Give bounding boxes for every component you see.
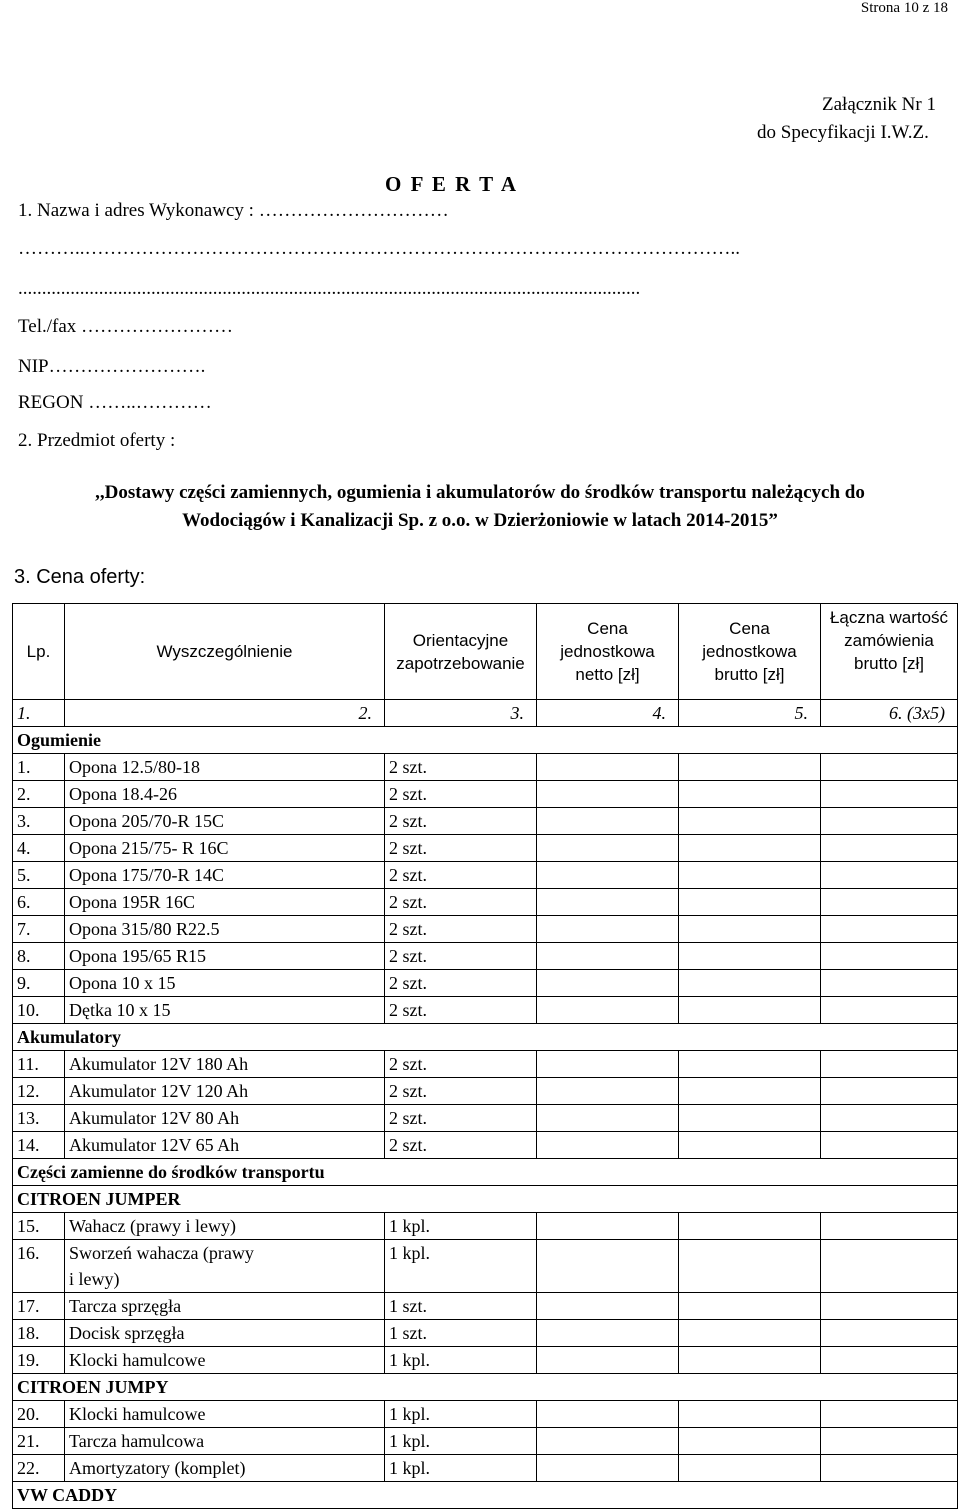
column-number: 2. [65,700,385,727]
table-row [13,943,958,970]
row-lp: 3. [13,808,65,835]
table-row [13,754,958,781]
row-net-price[interactable] [537,1132,679,1159]
row-item: Sworzeń wahacza (prawy i lewy) [65,1240,385,1293]
row-quantity: 2 szt. [385,1132,537,1159]
row-quantity: 2 szt. [385,916,537,943]
row-lp: 13. [13,1105,65,1132]
table-row [13,1051,958,1078]
table-row [13,1401,958,1428]
offer-table [12,603,958,1509]
row-lp: 11. [13,1051,65,1078]
row-item: Opona 18.4-26 [65,781,385,808]
row-item: Klocki hamulcowe [65,1401,385,1428]
row-item: Opona 195/65 R15 [65,943,385,970]
row-lp: 15. [13,1213,65,1240]
row-total-value[interactable] [821,754,958,781]
category-label: Akumulatory [13,1024,958,1051]
column-number: 4. [537,700,679,727]
table-row [13,781,958,808]
row-net-price[interactable] [537,1293,679,1320]
row-net-price[interactable] [537,997,679,1024]
category-row [13,727,958,754]
row-lp: 8. [13,943,65,970]
header-total-value: Łączna wartość zamówienia brutto [zł] [821,604,958,700]
column-number: 5. [679,700,821,727]
price-section-heading: 3. Cena oferty: [14,566,146,588]
table-row [13,997,958,1024]
row-lp: 21. [13,1428,65,1455]
row-net-price[interactable] [537,1051,679,1078]
row-total-value[interactable] [821,889,958,916]
row-gross-price[interactable] [679,916,821,943]
table-row [13,1455,958,1482]
row-item: Dętka 10 x 15 [65,997,385,1024]
column-numbers-row [13,700,958,727]
row-lp: 22. [13,1455,65,1482]
table-row [13,808,958,835]
row-item: Akumulator 12V 65 Ah [65,1132,385,1159]
row-quantity: 1 kpl. [385,1455,537,1482]
row-lp: 1. [13,754,65,781]
row-gross-price[interactable] [679,862,821,889]
row-item: Akumulator 12V 180 Ah [65,1051,385,1078]
row-gross-price[interactable] [679,1401,821,1428]
regon-label: REGON [18,392,89,413]
category-label: VW CADDY [13,1482,958,1509]
row-net-price[interactable] [537,835,679,862]
row-item: Akumulator 12V 80 Ah [65,1105,385,1132]
row-net-price[interactable] [537,781,679,808]
row-total-value[interactable] [821,1078,958,1105]
table-header-row [13,604,958,700]
row-lp: 20. [13,1401,65,1428]
row-total-value[interactable] [821,835,958,862]
column-number: 6. (3x5) [821,700,958,727]
subcategory-label: CITROEN JUMPER [13,1186,958,1213]
row-gross-price[interactable] [679,970,821,997]
row-gross-price[interactable] [679,1320,821,1347]
row-quantity: 1 kpl. [385,1240,537,1293]
row-item: Opona 10 x 15 [65,970,385,997]
row-quantity: 1 kpl. [385,1428,537,1455]
category-label: Ogumienie [13,727,958,754]
table-row [13,835,958,862]
row-item: Opona 12.5/80-18 [65,754,385,781]
annex-line-2: do Specyfikacji I.W.Z. [757,122,929,143]
contractor-dots: ………………………… [258,200,449,221]
row-net-price[interactable] [537,889,679,916]
category-row [13,1024,958,1051]
row-quantity: 1 szt. [385,1320,537,1347]
row-quantity: 2 szt. [385,997,537,1024]
subject-line-1: ,,Dostawy części zamiennych, ogumienia i akumulatorów do środków transportu należących do [95,482,865,503]
category-row [13,1482,958,1509]
nip-label: NIP [18,356,49,377]
contractor-dots-line-2: ………..………………………………………………………………………………………….. [18,238,740,259]
row-item: Amortyzatory (komplet) [65,1455,385,1482]
contractor-line [18,200,449,222]
row-gross-price[interactable] [679,943,821,970]
row-lp: 12. [13,1078,65,1105]
row-gross-price[interactable] [679,889,821,916]
row-lp: 16. [13,1240,65,1293]
tel-label: Tel./fax [18,316,82,337]
row-total-value[interactable] [821,1105,958,1132]
offer-title: O F E R T A [385,172,519,196]
table-row [13,970,958,997]
row-quantity: 2 szt. [385,1078,537,1105]
row-net-price[interactable] [537,1078,679,1105]
row-net-price[interactable] [537,970,679,997]
header-item: Wyszczególnienie [65,604,385,700]
table-row [13,1320,958,1347]
row-gross-price[interactable] [679,1240,821,1293]
subcategory-row [13,1186,958,1213]
row-item: Opona 195R 16C [65,889,385,916]
table-row [13,1078,958,1105]
row-item: Opona 215/75- R 16C [65,835,385,862]
row-net-price[interactable] [537,1240,679,1293]
table-row [13,1213,958,1240]
row-net-price[interactable] [537,916,679,943]
row-quantity: 1 kpl. [385,1213,537,1240]
subject-label: 2. Przedmiot oferty : [18,430,176,451]
row-net-price[interactable] [537,1428,679,1455]
row-lp: 19. [13,1347,65,1374]
table-row [13,1240,958,1293]
row-quantity: 2 szt. [385,1051,537,1078]
row-total-value[interactable] [821,1213,958,1240]
row-total-value[interactable] [821,1320,958,1347]
row-gross-price[interactable] [679,1347,821,1374]
row-total-value[interactable] [821,1293,958,1320]
category-row [13,1159,958,1186]
row-lp: 5. [13,862,65,889]
row-quantity: 2 szt. [385,970,537,997]
row-gross-price[interactable] [679,835,821,862]
regon-dots: ……..………… [88,392,212,413]
row-quantity: 2 szt. [385,781,537,808]
row-lp: 4. [13,835,65,862]
row-lp: 7. [13,916,65,943]
row-item: Klocki hamulcowe [65,1347,385,1374]
row-quantity: 1 kpl. [385,1401,537,1428]
row-total-value[interactable] [821,1455,958,1482]
row-net-price[interactable] [537,1320,679,1347]
row-total-value[interactable] [821,862,958,889]
row-gross-price[interactable] [679,1293,821,1320]
row-total-value[interactable] [821,1347,958,1374]
column-number: 1. [13,700,65,727]
table-row [13,889,958,916]
row-lp: 17. [13,1293,65,1320]
table-row [13,1293,958,1320]
row-net-price[interactable] [537,808,679,835]
row-gross-price[interactable] [679,1213,821,1240]
row-net-price[interactable] [537,754,679,781]
row-item: Opona 315/80 R22.5 [65,916,385,943]
header-gross-price: Cena jednostkowa brutto [zł] [679,604,821,700]
row-gross-price[interactable] [679,1105,821,1132]
row-net-price[interactable] [537,1347,679,1374]
category-label: Części zamienne do środków transportu [13,1159,958,1186]
row-total-value[interactable] [821,808,958,835]
row-net-price[interactable] [537,862,679,889]
row-gross-price[interactable] [679,997,821,1024]
table-row [13,1132,958,1159]
row-gross-price[interactable] [679,1132,821,1159]
row-quantity: 2 szt. [385,862,537,889]
row-lp: 9. [13,970,65,997]
row-total-value[interactable] [821,1132,958,1159]
table-body [13,700,958,1509]
row-item: Wahacz (prawy i lewy) [65,1213,385,1240]
row-net-price[interactable] [537,1213,679,1240]
row-quantity: 1 szt. [385,1293,537,1320]
row-total-value[interactable] [821,997,958,1024]
row-gross-price[interactable] [679,754,821,781]
tel-dots: …………………… [81,316,234,337]
contractor-label: 1. Nazwa i adres Wykonawcy : [18,200,259,221]
row-total-value[interactable] [821,943,958,970]
row-item: Tarcza sprzęgła [65,1293,385,1320]
table-row [13,916,958,943]
table-row [13,1428,958,1455]
row-quantity: 2 szt. [385,889,537,916]
row-quantity: 2 szt. [385,943,537,970]
column-number: 3. [385,700,537,727]
row-item: Opona 175/70-R 14C [65,862,385,889]
row-gross-price[interactable] [679,1428,821,1455]
row-total-value[interactable] [821,970,958,997]
nip-dots: ……………………. [48,356,206,377]
tel-line [18,316,233,338]
row-lp: 2. [13,781,65,808]
row-lp: 14. [13,1132,65,1159]
row-quantity: 2 szt. [385,1105,537,1132]
annex-line-1: Załącznik Nr 1 [822,94,936,115]
row-gross-price[interactable] [679,808,821,835]
row-item: Opona 205/70-R 15C [65,808,385,835]
row-item: Tarcza hamulcowa [65,1428,385,1455]
row-total-value[interactable] [821,1240,958,1293]
row-quantity: 1 kpl. [385,1347,537,1374]
row-gross-price[interactable] [679,781,821,808]
row-total-value[interactable] [821,916,958,943]
row-lp: 10. [13,997,65,1024]
header-lp: Lp. [13,604,65,700]
row-total-value[interactable] [821,1428,958,1455]
row-gross-price[interactable] [679,1455,821,1482]
page-number: Strona 10 z 18 [860,0,948,16]
row-item: Akumulator 12V 120 Ah [65,1078,385,1105]
category-label: CITROEN JUMPY [13,1374,958,1401]
row-total-value[interactable] [821,1401,958,1428]
table-row [13,862,958,889]
row-net-price[interactable] [537,1455,679,1482]
row-gross-price[interactable] [679,1078,821,1105]
row-total-value[interactable] [821,781,958,808]
regon-line [18,392,212,414]
row-quantity: 2 szt. [385,808,537,835]
row-net-price[interactable] [537,943,679,970]
row-gross-price[interactable] [679,1051,821,1078]
row-lp: 18. [13,1320,65,1347]
table-row [13,1105,958,1132]
row-total-value[interactable] [821,1051,958,1078]
category-row [13,1374,958,1401]
header-quantity: Orientacyjne zapotrzebowanie [385,604,537,700]
nip-line [18,356,205,378]
row-quantity: 2 szt. [385,835,537,862]
row-item: Docisk sprzęgła [65,1320,385,1347]
table-row [13,1347,958,1374]
row-net-price[interactable] [537,1105,679,1132]
row-net-price[interactable] [537,1401,679,1428]
subject-line-2: Wodociągów i Kanalizacji Sp. z o.o. w Dzierżoniowie w latach 2014-2015” [182,510,778,531]
row-quantity: 2 szt. [385,754,537,781]
row-lp: 6. [13,889,65,916]
header-net-price: Cena jednostkowa netto [zł] [537,604,679,700]
contractor-dots-line-3: ................................................................................................................................... [18,278,641,299]
